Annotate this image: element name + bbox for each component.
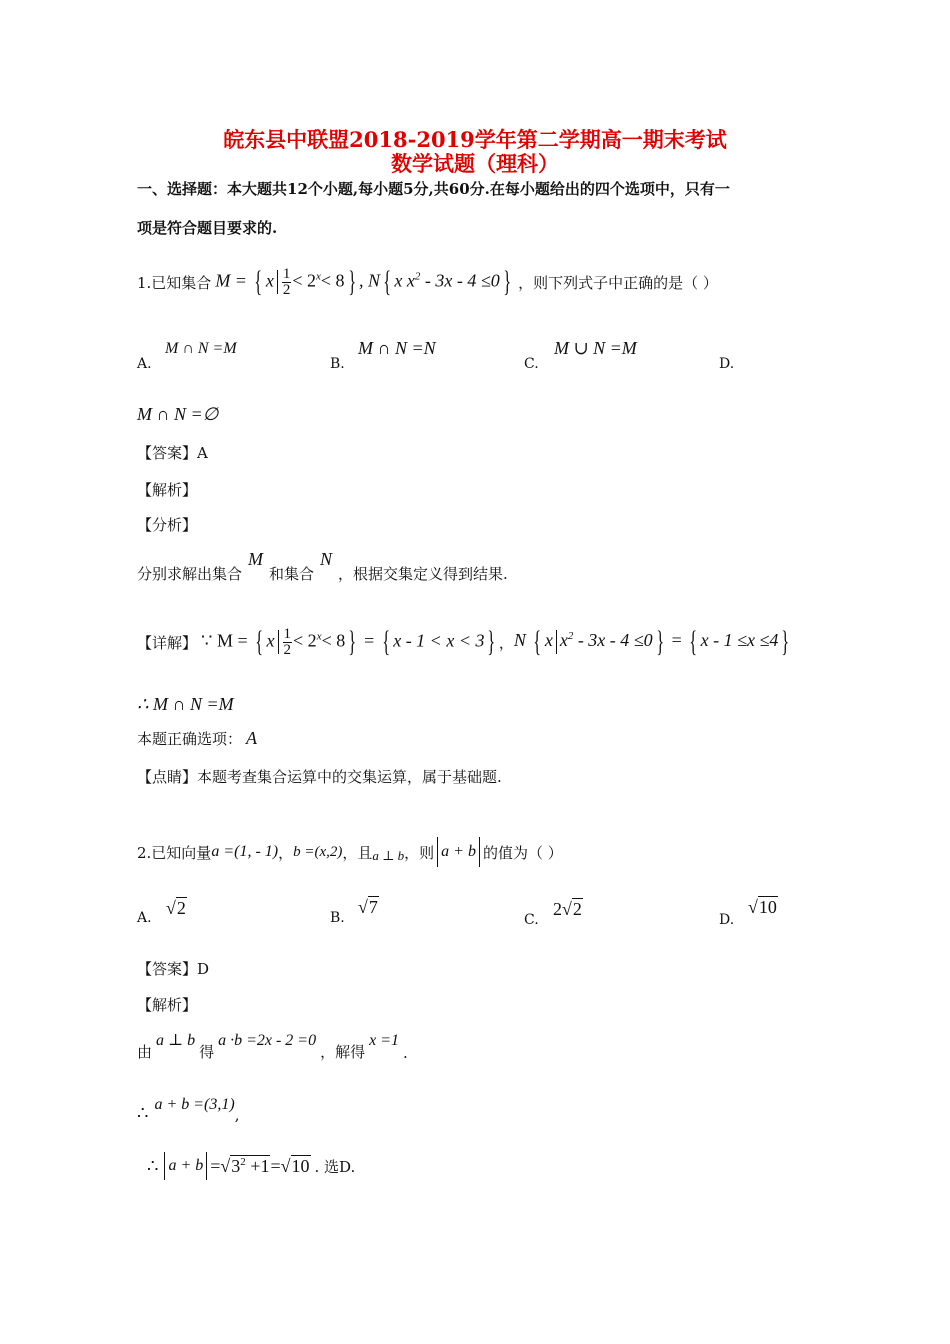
detail-N-math xyxy=(514,627,793,657)
step1-you: 由 xyxy=(137,1043,153,1061)
fenxi-text-a: 分别求解出集合 xyxy=(137,565,243,583)
x-squared-base: x xyxy=(559,630,568,651)
step2-end: , xyxy=(234,1106,240,1124)
q1-square: 2 xyxy=(414,270,421,283)
detail-math xyxy=(201,627,499,658)
range-2: x - 1 ≤x ≤4 xyxy=(700,630,779,651)
step1-dot: a ·b =2x - 2 =0 xyxy=(218,1032,317,1049)
q2-a-def: a =(1, - 1) xyxy=(211,843,279,860)
q2-option-a-label: A. xyxy=(137,910,152,926)
q2-option-c: 2√2 xyxy=(553,899,582,919)
step1-solve: ，解得 xyxy=(320,1043,366,1061)
because-M: ∵ M = xyxy=(201,630,248,651)
section-heading-line2: 项是符合题目要求的. xyxy=(137,219,278,237)
q2-step1 xyxy=(137,1028,408,1062)
lt-2: < 2 xyxy=(293,630,317,651)
q1-N-rest: - 3x - 4 ≤0 xyxy=(420,270,500,291)
q2-abs-expr: a + b xyxy=(441,843,476,860)
equals-2: = xyxy=(671,630,682,651)
q2-sep: ， xyxy=(278,843,294,862)
q1-option-d-expr: M ∩ N =∅ xyxy=(137,404,219,424)
q1-M-lhs: M = xyxy=(215,270,247,291)
q1-N-label: , N xyxy=(358,270,380,291)
left-brace: { xyxy=(255,625,264,658)
q2-answer: 【答案】D xyxy=(137,960,210,978)
step3-end: . 选D. xyxy=(314,1157,356,1176)
q2-analysis-label: 【解析】 xyxy=(137,996,198,1014)
q1-correct-line xyxy=(137,728,257,749)
q1-fenxi-label: 【分析】 xyxy=(137,516,198,534)
q2-option-a: √2 xyxy=(166,898,186,918)
q2-option-b: √7 xyxy=(358,897,378,917)
q1-suffix: ，则下列式子中正确的是（ ） xyxy=(518,273,718,292)
q1-prefix: 1.已知集合 xyxy=(137,273,212,292)
question-1-stem xyxy=(137,262,718,302)
left-brace: { xyxy=(254,265,263,298)
q1-set-definition xyxy=(215,267,514,298)
q2-suffix: 的值为（ ） xyxy=(482,843,563,862)
q1-analysis-label: 【解析】 xyxy=(137,481,198,499)
step1-perp: a ⊥ b xyxy=(156,1032,196,1049)
exponent-x: x xyxy=(316,630,322,643)
q1-fenxi-text xyxy=(137,548,508,584)
left-brace: { xyxy=(533,625,542,658)
fenxi-text-c: ，根据交集定义得到结果. xyxy=(338,565,508,583)
correct-label: 本题正确选项： xyxy=(137,730,243,748)
q1-N-body: x x xyxy=(394,270,415,291)
lt-8: < 8 xyxy=(321,630,346,651)
question-2-stem xyxy=(137,834,563,870)
step3-eq2: = xyxy=(270,1155,281,1176)
step3-therefore: ∴ xyxy=(147,1155,159,1177)
q1-ineq-mid: < 2 xyxy=(292,270,317,291)
q2-and: ，且 xyxy=(342,843,373,862)
abs-bar-right xyxy=(479,837,480,867)
q2-option-d: √10 xyxy=(748,897,777,917)
set-bar xyxy=(278,630,279,654)
left-brace: { xyxy=(382,625,390,658)
q1-detail-line xyxy=(137,620,793,664)
left-brace: { xyxy=(689,625,698,658)
correct-value: A xyxy=(246,728,258,748)
range-1: x - 1 < x < 3 xyxy=(393,630,485,651)
q1-ineq-right: < 8 xyxy=(320,270,345,291)
doc-title-line2: 数学试题（理科） xyxy=(391,151,559,176)
fraction-half: $\frac{1}{2}$ xyxy=(283,625,292,658)
q1-exponent: x xyxy=(316,270,321,283)
right-brace: } xyxy=(502,265,511,298)
q2-option-d-label: D. xyxy=(719,912,735,928)
q1-option-b-expr: M ∩ N =N xyxy=(358,338,436,358)
q1-option-b-label: B. xyxy=(330,356,345,372)
q2-b-def: b =(x,2) xyxy=(293,843,343,860)
q2-perp: a ⊥ b xyxy=(372,848,405,863)
step3-abs: a + b xyxy=(168,1157,204,1174)
detail-label: 【详解】 xyxy=(137,633,198,652)
var-x: x xyxy=(266,630,275,651)
right-brace: } xyxy=(348,625,357,658)
fenxi-M: M xyxy=(248,549,264,569)
detail-sep: ， xyxy=(498,633,514,652)
step3-radical: $√3^2 +1$ xyxy=(220,1155,270,1176)
N-rest: - 3x - 4 ≤0 xyxy=(573,630,653,651)
q1-option-a-expr: M ∩ N =M xyxy=(165,340,237,357)
N-x: x xyxy=(544,630,553,651)
right-brace: } xyxy=(655,625,664,658)
left-brace: { xyxy=(383,265,392,298)
q2-option-c-label: C. xyxy=(524,912,539,928)
square: 2 xyxy=(567,630,574,643)
q2-then: ，则 xyxy=(404,843,435,862)
step2-therefore: ∴ xyxy=(137,1103,149,1124)
q2-step3 xyxy=(147,1148,355,1184)
N-label: N xyxy=(513,630,526,651)
doc-title-line1: 皖东县中联盟2018-2019学年第二学期高一期末考试 xyxy=(223,127,727,152)
set-bar xyxy=(277,270,278,294)
abs-bar-left xyxy=(164,1152,165,1180)
q1-option-c-expr: M ∪ N =M xyxy=(554,338,637,358)
step1-end: . xyxy=(403,1044,408,1062)
right-brace: } xyxy=(347,265,356,298)
q2-option-b-label: B. xyxy=(330,910,345,926)
q2-prefix: 2.已知向量 xyxy=(137,843,212,862)
q1-option-c-label: C. xyxy=(524,356,539,372)
step3-result: √10 xyxy=(280,1155,310,1176)
set-bar xyxy=(556,630,557,654)
fraction-half: $\frac{1}{2}$ xyxy=(282,265,291,298)
q1-option-d-label: D. xyxy=(719,356,735,372)
q1-therefore: ∴ M ∩ N =M xyxy=(137,694,234,714)
step3-eq: = xyxy=(210,1155,221,1176)
q1-answer: 【答案】A xyxy=(137,444,208,462)
fenxi-N: N xyxy=(320,549,333,569)
fenxi-text-b: 和集合 xyxy=(269,565,315,583)
right-brace: } xyxy=(487,625,496,658)
q2-step2 xyxy=(137,1090,239,1124)
step1-de: 得 xyxy=(199,1043,215,1061)
q1-option-a-label: A. xyxy=(137,356,152,372)
abs-bar-left xyxy=(437,837,438,867)
right-brace: } xyxy=(781,625,790,658)
step2-expr: a + b =(3,1) xyxy=(154,1096,235,1113)
q1-comment: 【点睛】本题考查集合运算中的交集运算，属于基础题. xyxy=(137,768,502,786)
q1-var-x: x xyxy=(265,270,274,291)
abs-bar-right xyxy=(206,1152,207,1180)
step1-x: x =1 xyxy=(369,1032,400,1049)
equals: = xyxy=(364,630,375,651)
section-heading-line1: 一、选择题：本大题共12个小题,每小题5分,共60分.在每小题给出的四个选项中，只有一 xyxy=(137,180,730,198)
